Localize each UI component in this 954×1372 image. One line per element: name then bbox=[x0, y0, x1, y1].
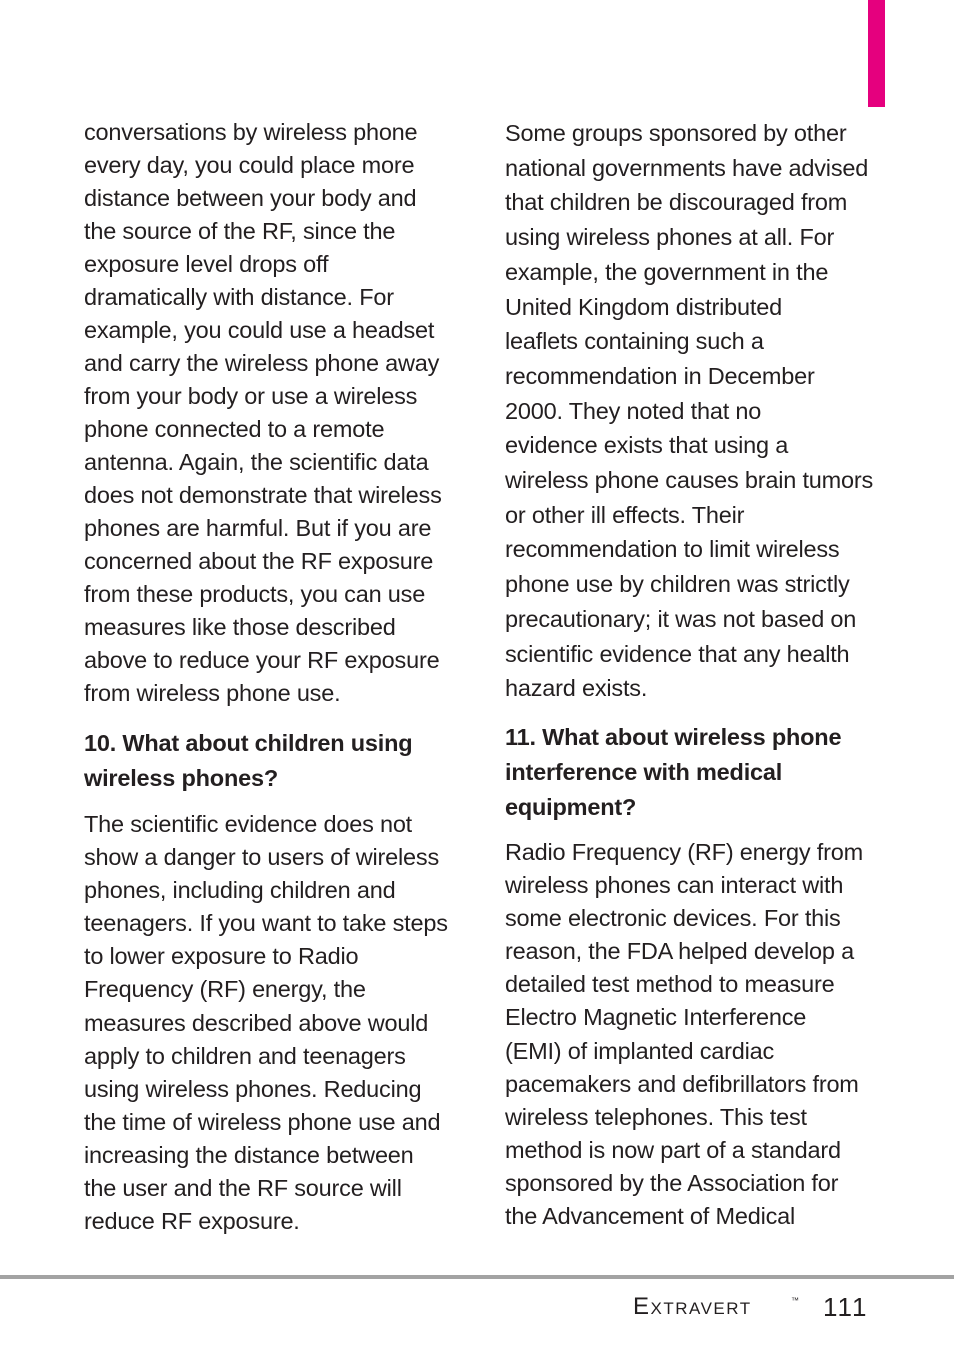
text-line: scientific evidence that any health bbox=[505, 640, 850, 667]
text-line: Radio Frequency (RF) energy from bbox=[505, 839, 863, 865]
text-line: wireless phone causes brain tumors bbox=[505, 467, 874, 494]
text-line: wireless telephones. This test bbox=[505, 1103, 807, 1130]
text-line: sponsored by the Association for bbox=[505, 1169, 839, 1196]
text-line: the Advancement of Medical bbox=[505, 1203, 796, 1230]
text-line: dramatically with distance. For bbox=[84, 284, 394, 310]
text-line: wireless phones? bbox=[84, 765, 279, 791]
text-line: above to reduce your RF exposure bbox=[84, 647, 440, 673]
text-line: that children be discouraged from bbox=[505, 189, 848, 216]
text-line: The scientific evidence does not bbox=[84, 811, 413, 837]
text-line: phone use by children was strictly bbox=[505, 571, 850, 598]
text-line: from these products, you can use bbox=[84, 581, 426, 607]
text-line: equipment? bbox=[505, 794, 637, 820]
text-line: Some groups sponsored by other bbox=[505, 120, 847, 146]
text-line: the time of wireless phone use and bbox=[84, 1108, 441, 1135]
text-line: pacemakers and defibrillators from bbox=[505, 1070, 859, 1097]
text-line: some electronic devices. For this bbox=[505, 905, 841, 932]
text-line: detailed test method to measure bbox=[505, 971, 835, 998]
page-number: 111 bbox=[823, 1292, 869, 1322]
text-line: conversations by wireless phone bbox=[84, 119, 418, 145]
text-line: apply to children and teenagers bbox=[84, 1042, 406, 1069]
text-line: hazard exists. bbox=[505, 675, 648, 702]
brand-logo: Extravert bbox=[633, 1293, 752, 1320]
text-line: Frequency (RF) energy, the bbox=[84, 976, 366, 1003]
text-line: show a danger to users of wireless bbox=[84, 844, 440, 871]
text-line: example, you could use a headset bbox=[84, 317, 435, 343]
right-paragraph-1 bbox=[505, 116, 873, 706]
text-line: (EMI) of implanted cardiac bbox=[505, 1037, 775, 1064]
text-line: 11. What about wireless phone bbox=[505, 724, 842, 750]
text-line: 2000. They noted that no bbox=[505, 397, 762, 424]
text-line: leaflets containing such a bbox=[505, 328, 764, 355]
right-paragraph-2 bbox=[505, 836, 863, 1233]
text-line: precautionary; it was not based on bbox=[505, 605, 857, 632]
text-line: teenagers. If you want to take steps bbox=[84, 910, 448, 937]
text-line: recommendation to limit wireless bbox=[505, 536, 840, 563]
text-line: United Kingdom distributed bbox=[505, 293, 782, 320]
section-tab-marker bbox=[868, 0, 885, 107]
text-line: exposure level drops off bbox=[84, 251, 329, 277]
trademark: ™ bbox=[791, 1296, 799, 1305]
text-line: Electro Magnetic Interference bbox=[505, 1004, 807, 1031]
text-line: using wireless phones at all. For bbox=[505, 224, 835, 251]
text-line: every day, you could place more bbox=[84, 152, 415, 178]
text-line: reduce RF exposure. bbox=[84, 1208, 300, 1235]
text-line: interference with medical bbox=[505, 759, 783, 785]
text-line: distance between your body and bbox=[84, 185, 417, 211]
text-line: national governments have advised bbox=[505, 154, 869, 181]
text-line: measures described above would bbox=[84, 1009, 429, 1036]
text-line: concerned about the RF exposure bbox=[84, 548, 434, 574]
text-line: from wireless phone use. bbox=[84, 680, 341, 706]
text-line: method is now part of a standard bbox=[505, 1136, 841, 1163]
footer-rule bbox=[0, 1275, 954, 1279]
text-line: the source of the RF, since the bbox=[84, 218, 396, 244]
text-line: wireless phones can interact with bbox=[505, 872, 844, 899]
text-line: phones, including children and bbox=[84, 877, 396, 904]
text-line: from your body or use a wireless bbox=[84, 383, 418, 409]
text-line: example, the government in the bbox=[505, 258, 829, 285]
text-line: phones are harmful. But if you are bbox=[84, 515, 432, 541]
text-line: or other ill effects. Their bbox=[505, 501, 745, 528]
text-line: using wireless phones. Reducing bbox=[84, 1075, 422, 1102]
left-paragraph-2 bbox=[84, 808, 448, 1238]
text-line: phone connected to a remote bbox=[84, 416, 385, 442]
text-line: 10. What about children using bbox=[84, 730, 413, 756]
heading-children bbox=[84, 726, 412, 796]
text-line: does not demonstrate that wireless bbox=[84, 482, 442, 508]
text-line: measures like those described bbox=[84, 614, 396, 640]
text-line: increasing the distance between bbox=[84, 1141, 414, 1168]
text-line: the user and the RF source will bbox=[84, 1175, 402, 1202]
text-line: and carry the wireless phone away bbox=[84, 350, 440, 376]
text-line: reason, the FDA helped develop a bbox=[505, 938, 854, 965]
left-paragraph-1 bbox=[84, 116, 442, 710]
text-line: to lower exposure to Radio bbox=[84, 943, 359, 970]
text-line: evidence exists that using a bbox=[505, 432, 789, 459]
text-line: recommendation in December bbox=[505, 362, 815, 389]
text-line: antenna. Again, the scientific data bbox=[84, 449, 429, 475]
heading-medical-interference bbox=[505, 720, 841, 825]
